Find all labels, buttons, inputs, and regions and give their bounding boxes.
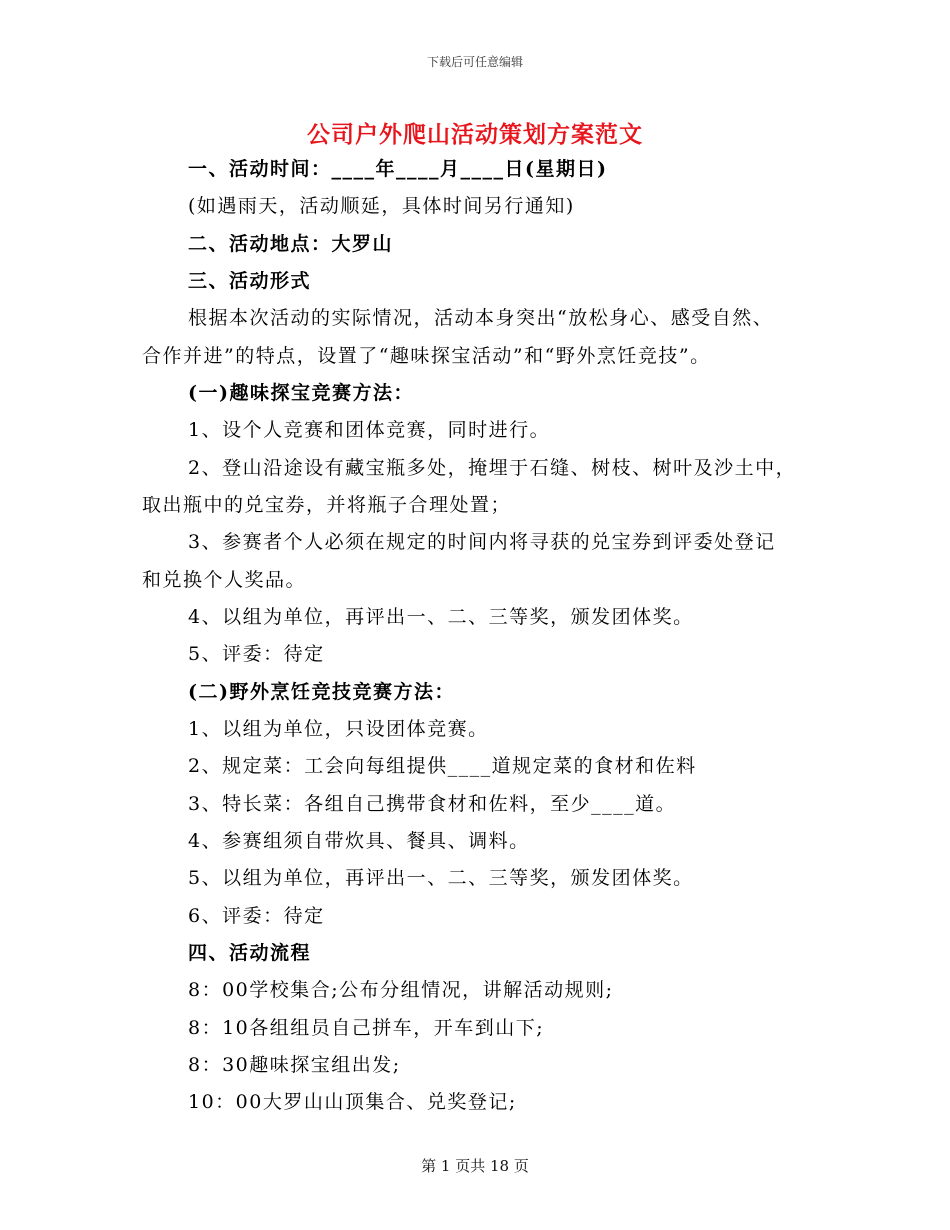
section-location: 二、活动地点：大罗山: [188, 233, 394, 255]
schedule-item: 10：00大罗山山顶集合、兑奖登记;: [188, 1091, 517, 1113]
page-header-note: 下载后可任意编辑: [426, 55, 523, 69]
list-item: 6、评委：待定: [188, 905, 325, 927]
list-item: 3、参赛者个人必须在规定的时间内将寻获的兑宝券到评委处登记: [188, 531, 776, 553]
schedule-item: 8：30趣味探宝组出发;: [188, 1054, 401, 1076]
page-footer: 第 1 页共 18 页: [421, 1157, 529, 1175]
list-item: 3、特长菜：各组自己携带食材和佐料，至少____道。: [188, 793, 677, 815]
list-item: 2、登山沿途设有藏宝瓶多处，掩埋于石缝、树枝、树叶及沙土中，: [188, 457, 797, 479]
section-schedule: 四、活动流程: [188, 942, 312, 964]
document-title: 公司户外爬山活动策划方案范文: [307, 121, 643, 148]
subsection-cooking: (二)野外烹饪竞技竞赛方法：: [188, 681, 455, 703]
list-item-continued: 取出瓶中的兑宝券，并将瓶子合理处置；: [142, 494, 512, 516]
schedule-item: 8：10各组组员自己拼车，开车到山下;: [188, 1017, 545, 1039]
paragraph-line: 合作并进”的特点，设置了“趣味探宝活动”和“野外烹饪竞技”。: [142, 345, 711, 367]
section-time: 一、活动时间：____年____月____日(星期日): [188, 158, 608, 180]
list-item: 2、规定菜：工会向每组提供____道规定菜的食材和佐料: [188, 755, 697, 777]
list-item: 4、参赛组须自带炊具、餐具、调料。: [188, 830, 530, 852]
list-item: 4、以组为单位，再评出一、二、三等奖，颁发团体奖。: [188, 606, 694, 628]
schedule-item: 8：00学校集合;公布分组情况，讲解活动规则;: [188, 979, 614, 1001]
list-item: 1、设个人竞赛和团体竞赛，同时进行。: [188, 419, 551, 441]
section-format: 三、活动形式: [188, 270, 312, 292]
list-item: 5、评委：待定: [188, 643, 325, 665]
paragraph-line: 根据本次活动的实际情况，活动本身突出“放松身心、感受自然、: [188, 307, 774, 329]
list-item: 5、以组为单位，再评出一、二、三等奖，颁发团体奖。: [188, 867, 694, 889]
rain-note: (如遇雨天，活动顺延，具体时间另行通知): [188, 195, 575, 217]
subsection-treasure: (一)趣味探宝竞赛方法：: [188, 382, 414, 404]
list-item: 1、以组为单位，只设团体竞赛。: [188, 718, 489, 740]
list-item-continued: 和兑换个人奖品。: [142, 569, 307, 591]
